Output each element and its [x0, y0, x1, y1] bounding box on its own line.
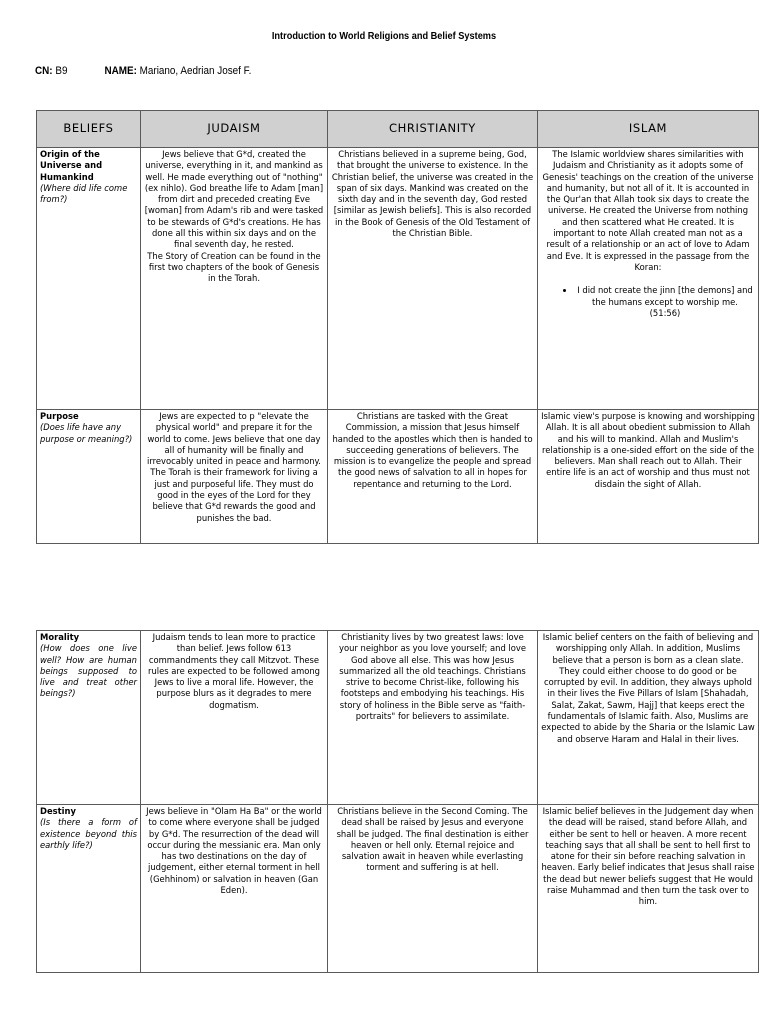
quran-quote — [575, 285, 755, 319]
christianity-cell: Christians believed in a supreme being, God, that brought the universe to existence. In the Christian belief, the universe was created in the span of six days. Mankind was created on the sixth day and in the seventh day, God rested [similar as Jewish beliefs]. This is also recorded in the Book of Genesis of the Old Testament of the Christian Bible. — [328, 148, 538, 410]
judaism-text-2: The Story of Creation can be found in the first two chapters of the book of Genesis in the Torah. — [147, 250, 321, 284]
belief-title: Purpose — [40, 411, 79, 421]
belief-cell — [37, 631, 141, 805]
cn-value: B9 — [55, 65, 68, 77]
belief-question: (How does one live well? How are human beings supposed to live and treat other beings?) — [40, 643, 137, 699]
islam-cell: Islamic view's purpose is knowing and worshipping Allah. It is all about obedient submission to Allah and his will to mankind. Allah and Muslim's relationship is a one-sided effort on the side of the believers. Man shall reach out to Allah. Their entire life is an act of worship and thus must not disdain the sight of Allah. — [538, 410, 759, 544]
belief-question: (Does life have any purpose or meaning?) — [40, 422, 133, 444]
belief-title: Origin of the Universe and Humankind — [40, 149, 103, 182]
beliefs-table-page-1 — [36, 110, 759, 544]
quran-quote-text: I did not create the jinn [the demons] and the humans except to worship me. — [577, 285, 753, 307]
belief-question: (Where did life come from?) — [40, 182, 128, 205]
belief-cell — [37, 148, 141, 410]
beliefs-table-page-2 — [36, 630, 759, 973]
islam-cell: Islamic belief believes in the Judgement day when the dead will be raised, stand before Allah, and either be sent to hell or heaven. A more recent teaching says that all shall be sent to hell first to atone for their sin before reaching salvation in heaven. Early belief indicates that Jesus shall raise the dead but newer beliefs suggest that He would raise Muhammad and then turn the task over to him. — [538, 805, 759, 973]
belief-cell — [37, 410, 141, 544]
christianity-cell: Christianity lives by two greatest laws: love your neighbor as you love yourself; and love God above all else. This was how Jesus summarized all the old teachings. Christians strive to become Christ-like, following his footsteps and embodying his teachings. His story of holiness in the Bible serve as "faith-portraits" for believers to assimilate. — [328, 631, 538, 805]
christianity-cell: Christians are tasked with the Great Commission, a mission that Jesus himself handed to the apostles which then is handed to succeeding generations of believers. The mission is to evangelize the people and spread the good news of salvation to all in hopes for repentance and returning to the Lord. — [328, 410, 538, 544]
judaism-cell: Jews believe in "Olam Ha Ba" or the world to come where everyone shall be judged by G*d. The resurrection of the dead will occur during the messianic era. Man only has two destinations on the day of judgement, either eternal torment in hell (Gehhinom) or salvation in heaven (Gan Eden). — [141, 805, 328, 973]
judaism-cell: Jews are expected to p "elevate the physical world" and prepare it for the world to come. Jews believe that one day all of humanity will be finally and irrevocably united in peace and harmony. The Torah is their framework for living a just and purposeful life. They must do good in the eyes of the Lord for they believe that G*d rewards the good and punishes the bad. — [141, 410, 328, 544]
name-label: NAME: — [104, 65, 137, 77]
islam-cell: Islamic belief centers on the faith of believing and worshipping only Allah. In addition, Muslims believe that a person is born as a clean slate. They could either choose to do good or be corrupted by evil. In addition, they always uphold in their lives the Five Pillars of Islam [Shahadah, Salat, Zakat, Sawm, Hajj] that keeps erect the fundamentals of Islamic faith. Also, Muslims are expected to abide by the Sharia or the Islamic Law and observe Haram and Halal in their lives. — [538, 631, 759, 805]
table-row-morality — [37, 631, 759, 805]
islam-text: The Islamic worldview shares similarities with Judaism and Christianity as it adopts some of Genesis' teachings on the creation of the universe and humanity, but not all of it. It is accounted in the Qur'an that Allah took six days to create the universe. He created the Universe from nothing and then scattered what He created. It is important to note Allah created man not as a result of a relationship or an act of love to Adam and Eve. It is expressed in the passage from the Koran: — [542, 149, 754, 272]
name-value: Mariano, Aedrian Josef F. — [139, 65, 252, 77]
header-row — [37, 111, 759, 148]
cn-label: CN: — [35, 65, 53, 77]
table-row-purpose — [37, 410, 759, 544]
christianity-cell: Christians believe in the Second Coming. The dead shall be raised by Jesus and everyone shall be judged. The final destination is either heaven or hell only. Eternal rejoice and salvation await in heaven while everlasting torment and suffering is at hell. — [328, 805, 538, 973]
judaism-cell — [141, 148, 328, 410]
belief-cell — [37, 805, 141, 973]
belief-title: Morality — [40, 632, 80, 642]
islam-cell — [538, 148, 759, 410]
header-islam: ISLAM — [538, 111, 759, 148]
table-row-origin — [37, 148, 759, 410]
quran-quote-list — [541, 285, 755, 319]
header-judaism: JUDAISM — [141, 111, 328, 148]
document-title: Introduction to World Religions and Belief Systems — [271, 31, 497, 42]
header-beliefs: BELIEFS — [37, 111, 141, 148]
table-row-destiny — [37, 805, 759, 973]
quran-reference: (51:56) — [649, 307, 681, 318]
judaism-text: Jews believe that G*d, created the universe, everything in it, and mankind as well. He made everything out of "nothing" (ex nihlo). God breathe life to Adam [man] from dirt and preceded creating Eve [woman] from Adam's rib and were tasked to be stewards of G*d's creations. He has done all this within six days and on the final seventh day, he rested. — [144, 149, 324, 250]
belief-title: Destiny — [40, 806, 76, 816]
judaism-cell: Judaism tends to lean more to practice than belief. Jews follow 613 commandments they call Mitzvot. These rules are expected to be followed among Jews to live a moral life. However, the purpose blurs as it degrades to mere dogmatism. — [141, 631, 328, 805]
header-christianity: CHRISTIANITY — [328, 111, 538, 148]
belief-question: (Is there a form of existence beyond this earthly life?) — [40, 817, 137, 850]
student-info — [35, 65, 251, 77]
